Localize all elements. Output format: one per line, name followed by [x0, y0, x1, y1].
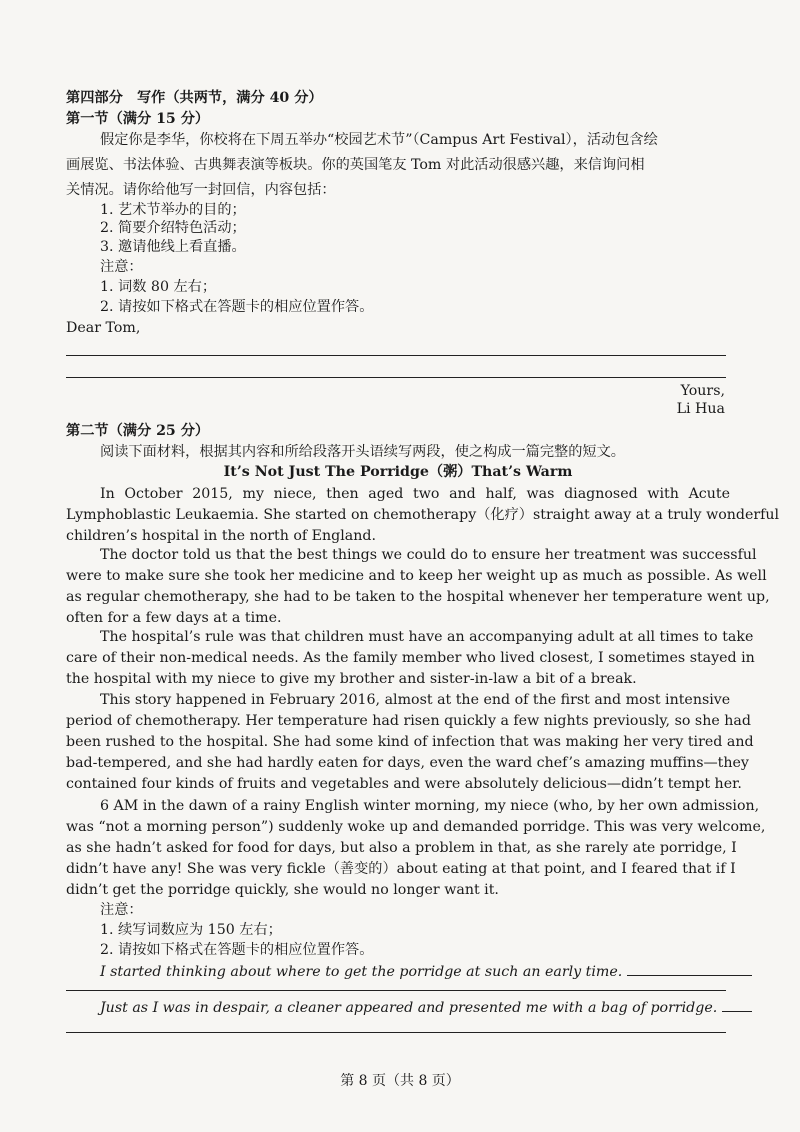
story-line-7: often for a few days at a time.	[66, 610, 282, 626]
paragraph-1-opening: I started thinking about where to get the porridge at such an early time.	[100, 964, 623, 980]
writing-rule-3	[66, 990, 726, 991]
story-line-19: didn’t have any! She was very fickle（善变的）about eating at that point, and I feared that if I	[66, 861, 736, 877]
story-line-20: didn’t get the porridge quickly, she would no longer want it.	[66, 882, 499, 898]
story-line-11: This story happened in February 2016, almost at the end of the first and most intensive	[100, 692, 731, 708]
point-3: 3. 邀请他线上看直播。	[100, 239, 246, 255]
story-line-4: The doctor told us that the best things we could do to ensure her treatment was successful	[100, 547, 757, 563]
story-line-8: The hospital’s rule was that children must have an accompanying adult at all times to take	[100, 629, 754, 645]
point-1: 1. 艺术节举办的目的；	[100, 202, 246, 218]
answer-blank-2[interactable]	[722, 999, 752, 1012]
closing: Yours,	[680, 383, 725, 399]
section2-instruction: 阅读下面材料，根据其内容和所给段落开头语续写两段，使之构成一篇完整的短文。	[100, 444, 625, 460]
prompt-line-2: 画展览、书法体验、古典舞表演等板块。你的英国笔友 Tom 对此活动很感兴趣，来信询问相	[66, 157, 645, 173]
paragraph-1-opening-row	[100, 962, 730, 982]
story-line-12: period of chemotherapy. Her temperature had risen quickly a few nights previously, so she had	[66, 713, 751, 729]
note-2-1: 1. 续写词数应为 150 左右；	[100, 922, 282, 938]
notes-label-1: 注意：	[100, 259, 143, 275]
story-line-2: Lymphoblastic Leukaemia. She started on chemotherapy（化疗）straight away at a truly wonderful	[66, 507, 780, 523]
story-line-17: was “not a morning person”) suddenly woke up and demanded porridge. This was very welcome,	[66, 819, 766, 835]
story-line-5: were to make sure she took her medicine and to keep her weight up as much as possible. As well	[66, 568, 767, 584]
story-line-10: the hospital with my niece to give my brother and sister-in-law a bit of a break.	[66, 671, 637, 687]
note-1-2: 2. 请按如下格式在答题卡的相应位置作答。	[100, 299, 374, 315]
prompt-line-1: 假定你是李华，你校将在下周五举办“校园艺术节”（Campus Art Festival），活动包含绘	[100, 132, 658, 148]
writing-rule-2	[66, 377, 726, 378]
point-2: 2. 简要介绍特色活动；	[100, 220, 246, 236]
story-line-13: been rushed to the hospital. She had some kind of infection that was making her very tired and	[66, 734, 754, 750]
salutation: Dear Tom,	[66, 320, 141, 336]
story-line-3: children’s hospital in the north of England.	[66, 528, 376, 544]
answer-blank-1[interactable]	[627, 963, 752, 976]
story-title: It’s Not Just The Porridge（粥）That’s Warm	[223, 464, 573, 480]
story-line-16: 6 AM in the dawn of a rainy English winter morning, my niece (who, by her own admission,	[100, 798, 760, 814]
note-1-1: 1. 词数 80 左右；	[100, 279, 217, 295]
story-line-6: as regular chemotherapy, she had to be taken to the hospital whenever her temperature went up,	[66, 589, 770, 605]
story-line-1: In October 2015, my niece, then aged two and half, was diagnosed with Acute	[100, 486, 730, 502]
prompt-line-3: 关情况。请你给他写一封回信，内容包括：	[66, 182, 336, 198]
page-footer: 第 8 页（共 8 页）	[340, 1073, 460, 1089]
story-line-9: care of their non-medical needs. As the family member who lived closest, I sometimes stayed in	[66, 650, 755, 666]
note-2-2: 2. 请按如下格式在答题卡的相应位置作答。	[100, 942, 374, 958]
writing-rule-4	[66, 1032, 726, 1033]
story-line-15: contained four kinds of fruits and vegetables and were absolutely delicious—didn’t tempt her.	[66, 776, 742, 792]
writing-rule-1	[66, 355, 726, 356]
story-line-18: as she hadn’t asked for food for days, but also a problem in that, as she rarely ate porridge, I	[66, 840, 737, 856]
section1-heading: 第一节（满分 15 分）	[66, 111, 210, 127]
paragraph-2-opening: Just as I was in despair, a cleaner appeared and presented me with a bag of porridge.	[100, 1000, 718, 1016]
signature: Li Hua	[676, 401, 725, 417]
notes-label-2: 注意：	[100, 902, 143, 918]
story-line-14: bad-tempered, and she had hardly eaten for days, even the ward chef’s amazing muffins—they	[66, 755, 749, 771]
part4-heading: 第四部分 写作（共两节，满分 40 分）	[66, 90, 323, 106]
paragraph-2-opening-row	[100, 998, 730, 1018]
section2-heading: 第二节（满分 25 分）	[66, 423, 210, 439]
